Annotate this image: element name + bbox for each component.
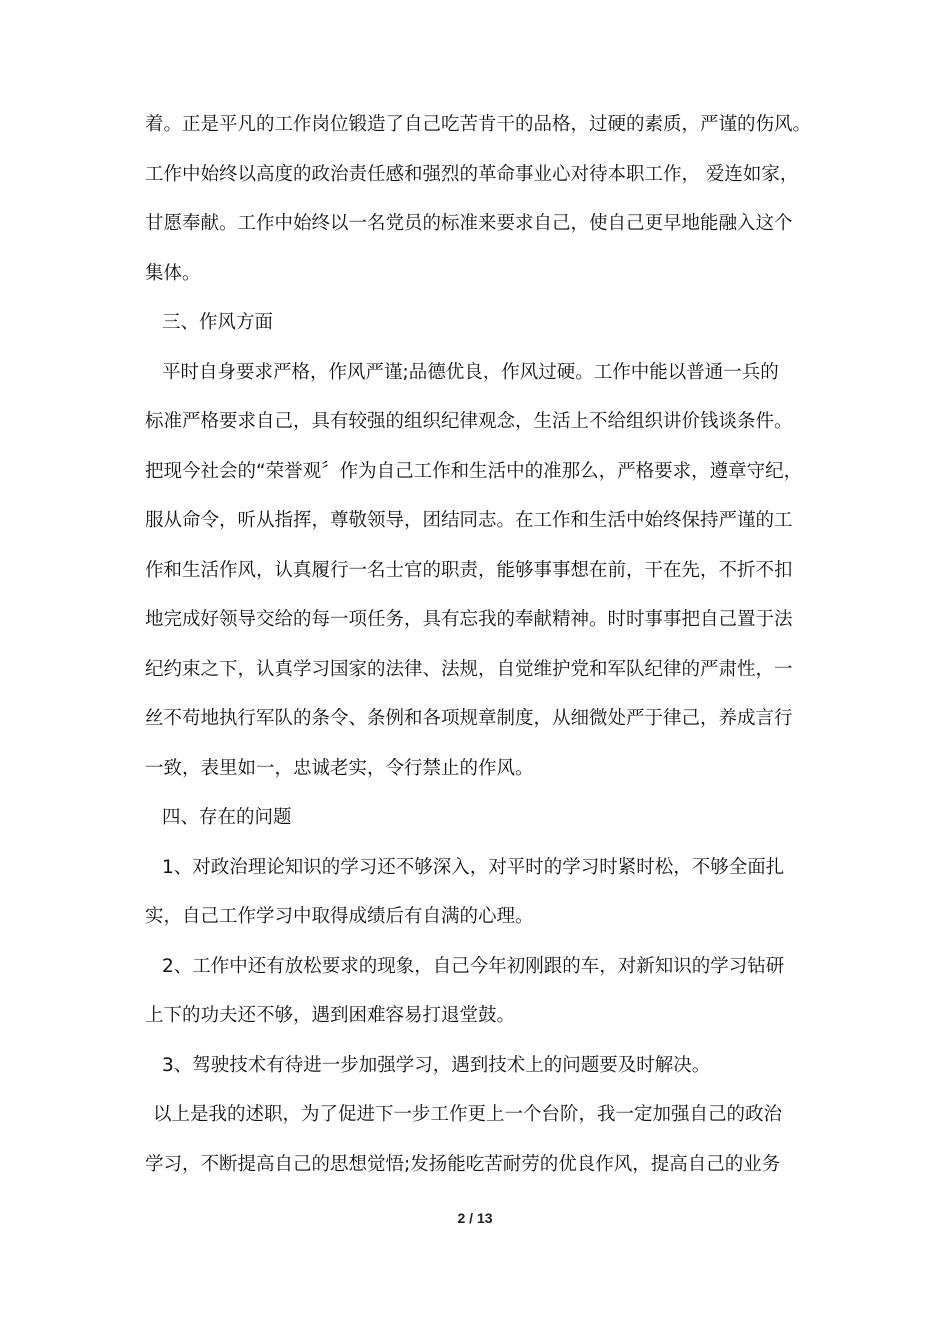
section-heading-3: 三、作风方面 xyxy=(162,312,274,333)
text-line-19: 上下的功夫还不够，遇到困难容易打退堂鼓。 xyxy=(145,1005,516,1026)
text-line-21: 以上是我的述职，为了促进下一步工作更上一个台阶，我一定加强自己的政治 xyxy=(153,1104,783,1125)
text-line-3: 甘愿奉献。工作中始终以一名党员的标准来要求自己，使自己更早地能融入这个 xyxy=(145,213,793,234)
text-line-13: 丝不苟地执行军队的条令、条例和各项规章制度，从细微处严于律己，养成言行 xyxy=(145,708,793,729)
document-body xyxy=(145,105,825,1194)
text-line-11: 地完成好领导交给的每一项任务，具有忘我的奉献精神。时时事事把自己置于法 xyxy=(145,609,793,630)
text-line-8: 把现今社会的“荣誉观〞作为自己工作和生活中的准那么，严格要求，遵章守纪， xyxy=(145,460,803,482)
text-line-6: 平时自身要求严格，作风严谨;品德优良，作风过硬。工作中能以普通一兵的 xyxy=(162,361,779,383)
text-line-7: 标准严格要求自己，具有较强的组织纪律观念，生活上不给组织讲价钱谈条件。 xyxy=(145,411,793,432)
text-line-2: 工作中始终以高度的政治责任感和强烈的革命事业心对待本职工作， 爱连如家， xyxy=(145,163,799,185)
text-line-18: 2、工作中还有放松要求的现象，自己今年初刚跟的车，对新知识的学习钻研 xyxy=(162,955,785,977)
text-line-4: 集体。 xyxy=(145,262,201,284)
text-line-16: 1、对政治理论知识的学习还不够深入，对平时的学习时紧时松，不够全面扎 xyxy=(162,856,785,878)
text-line-22: 学习，不断提高自己的思想觉悟;发扬能吃苦耐劳的优良作风，提高自己的业务 xyxy=(145,1153,781,1175)
text-line-10: 作和生活作风，认真履行一名士官的职责，能够事事想在前，干在先，不折不扣 xyxy=(145,559,793,581)
text-line-12: 纪约束之下，认真学习国家的法律、法规，自觉维护党和军队纪律的严肃性，一 xyxy=(145,658,793,680)
text-line-20: 3、驾驶技术有待进一步加强学习，遇到技术上的问题要及时解决。 xyxy=(162,1054,711,1076)
text-line-14: 一致，表里如一，忠诚老实，令行禁止的作风。 xyxy=(145,757,534,779)
text-line-17: 实，自己工作学习中取得成绩后有自满的心理。 xyxy=(145,906,534,927)
page-number: 2 / 13 xyxy=(457,1210,493,1226)
section-heading-4: 四、存在的问题 xyxy=(162,807,292,828)
text-line-1: 着。正是平凡的工作岗位锻造了自己吃苦肯干的品格，过硬的素质，严谨的伤风。 xyxy=(145,114,812,135)
text-line-9: 服从命令，听从指挥，尊敬领导，团结同志。在工作和生活中始终保持严谨的工 xyxy=(145,510,793,531)
